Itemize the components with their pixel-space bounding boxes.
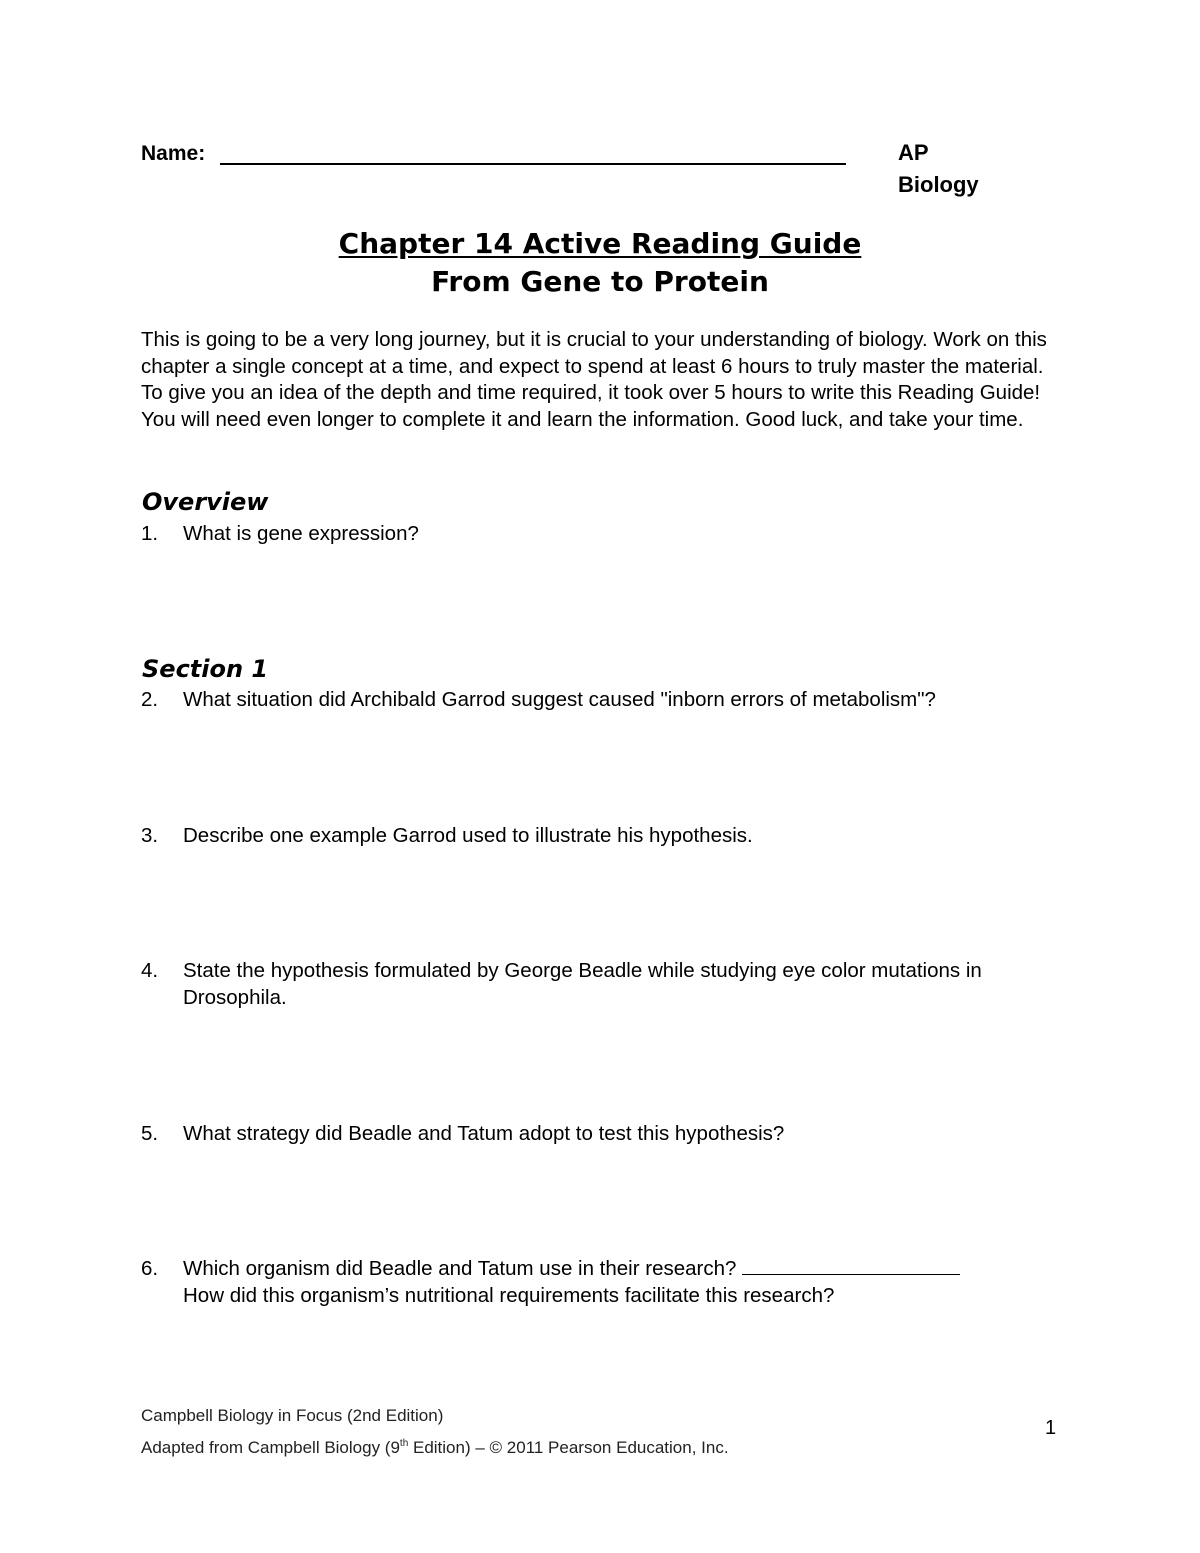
question-text: What is gene expression? bbox=[183, 522, 419, 545]
answer-blank[interactable] bbox=[742, 1256, 960, 1275]
question-1 bbox=[141, 520, 1071, 547]
question-text: Which organism did Beadle and Tatum use in their research? bbox=[183, 1257, 737, 1280]
section-heading-overview: Overview bbox=[142, 488, 269, 516]
footer-copyright: Adapted from Campbell Biology (9th Edition) – © 2011 Pearson Education, Inc. bbox=[141, 1438, 729, 1457]
course-label bbox=[898, 137, 979, 201]
footer-source: Campbell Biology in Focus (2nd Edition) bbox=[141, 1406, 444, 1425]
name-input-line[interactable] bbox=[220, 163, 846, 165]
question-text: State the hypothesis formulated by George Beadle while studying eye color mutations in Drosophila. bbox=[183, 959, 982, 1009]
course-line-2: Biology bbox=[898, 172, 979, 197]
question-3 bbox=[141, 822, 1071, 849]
question-text-followup: How did this organism’s nutritional requirements facilitate this research? bbox=[183, 1284, 835, 1307]
section-heading-section-1: Section 1 bbox=[142, 655, 269, 683]
question-4 bbox=[141, 957, 1001, 1011]
question-6 bbox=[141, 1255, 1071, 1309]
page-number: 1 bbox=[1045, 1417, 1057, 1439]
question-number: 4. bbox=[141, 959, 159, 982]
question-number: 2. bbox=[141, 688, 159, 711]
question-number: 3. bbox=[141, 824, 159, 847]
page-title bbox=[0, 225, 1200, 301]
question-number: 6. bbox=[141, 1257, 159, 1280]
intro-paragraph: This is going to be a very long journey, but it is crucial to your understanding of biology. Work on this chapter a single concept at a time, and expect to spend at least 6 hours to truly master the material. To give you an idea of the depth and time required, it took over 5 hours to write this Reading Guide! You will need even longer to complete it and learn the information. Good luck, and take your time. bbox=[141, 328, 1047, 431]
title-subtitle: From Gene to Protein bbox=[431, 265, 769, 298]
course-line-1: AP bbox=[898, 140, 929, 165]
question-5 bbox=[141, 1120, 1071, 1147]
question-text: Describe one example Garrod used to illustrate his hypothesis. bbox=[183, 824, 753, 847]
question-text: What strategy did Beadle and Tatum adopt to test this hypothesis? bbox=[183, 1122, 785, 1145]
name-label: Name: bbox=[141, 142, 206, 165]
question-text: What situation did Archibald Garrod suggest caused "inborn errors of metabolism"? bbox=[183, 688, 936, 711]
title-chapter: Chapter 14 Active Reading Guide bbox=[338, 227, 862, 260]
question-number: 1. bbox=[141, 522, 159, 545]
question-number: 5. bbox=[141, 1122, 159, 1145]
question-2 bbox=[141, 686, 1071, 713]
